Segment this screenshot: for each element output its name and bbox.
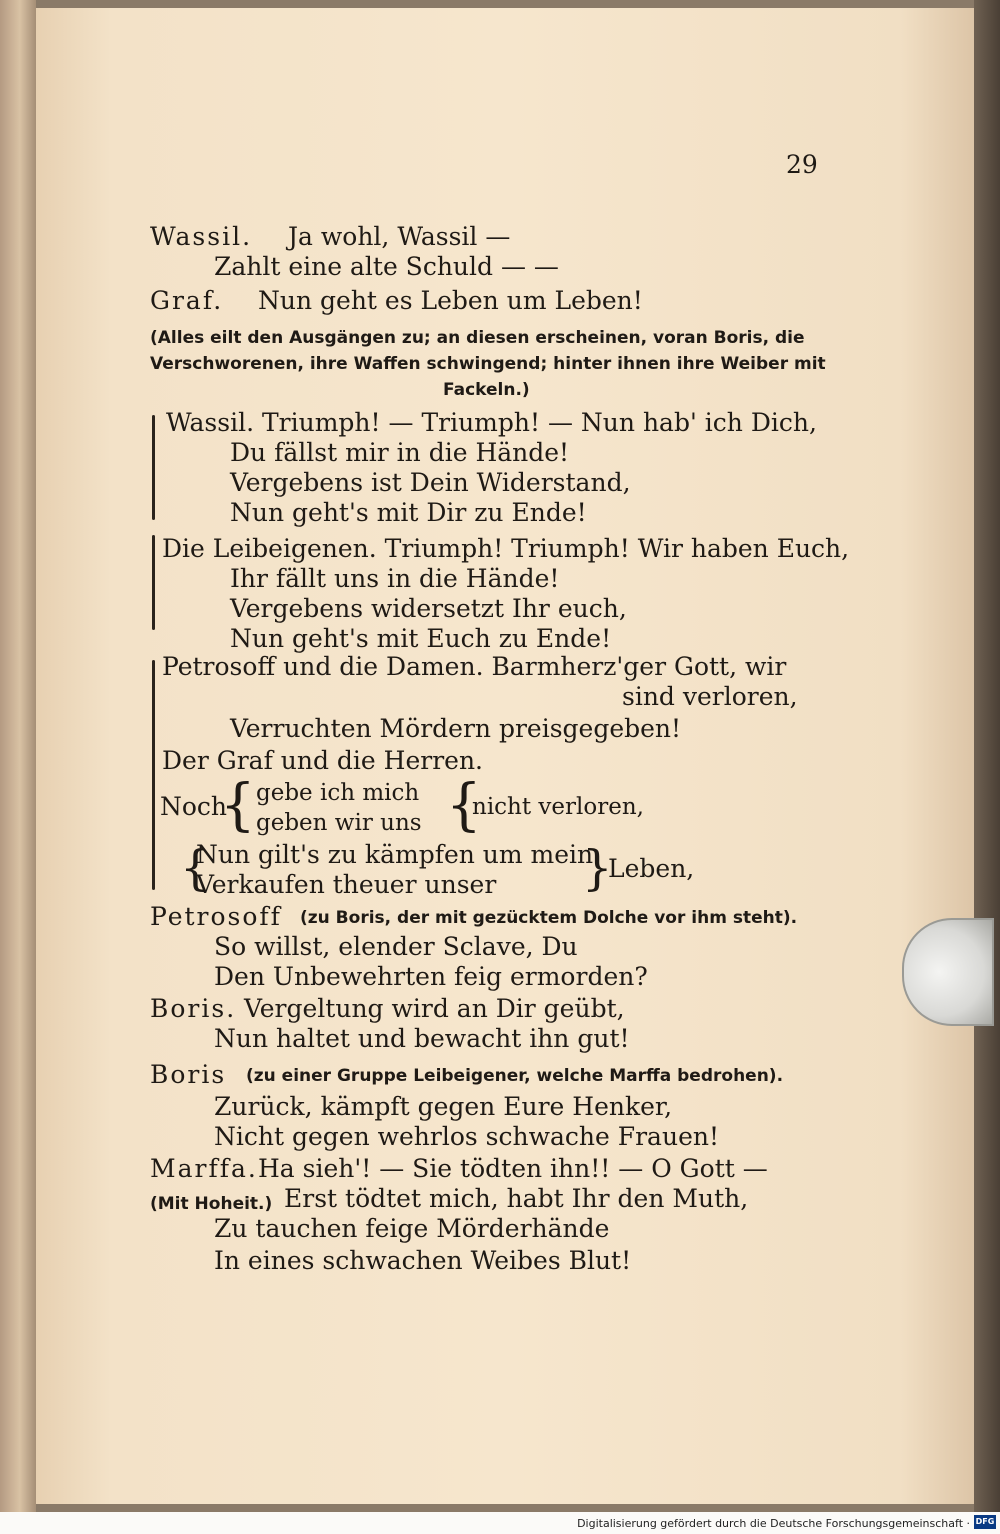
text-line: Wassil. Triumph! — Triumph! — Nun hab' ich Dich, xyxy=(166,408,817,437)
brace-glyph: { xyxy=(446,773,482,838)
text-line: Ha sieh'! — Sie tödten ihn!! — O Gott — xyxy=(258,1154,768,1183)
text-line: Verruchten Mördern preisgegeben! xyxy=(230,714,682,743)
text-line: Ja wohl, Wassil — xyxy=(288,222,511,251)
stage-direction: (zu Boris, der mit gezücktem Dolche vor ihm steht). xyxy=(300,908,798,928)
speaker-boris: Boris xyxy=(150,1060,227,1089)
speaker-wassil: Wassil. xyxy=(150,222,253,251)
speaker-boris: Boris. xyxy=(150,994,237,1023)
text-line: Die Leibeigenen. Triumph! Triumph! Wir haben Euch, xyxy=(162,534,850,563)
footer-credit: Digitalisierung gefördert durch die Deutsche Forschungsgemeinschaft · xyxy=(577,1517,970,1530)
text-line: Ihr fällt uns in die Hände! xyxy=(230,564,560,593)
text-line: Zahlt eine alte Schuld — — xyxy=(214,252,559,281)
text-line: Petrosoff und die Damen. Barmherz'ger Gott, wir xyxy=(162,652,787,681)
stage-direction: Fackeln.) xyxy=(443,380,530,400)
stage-direction: (Mit Hoheit.) xyxy=(150,1194,273,1214)
brace-glyph: } xyxy=(582,840,613,896)
text-line: Der Graf und die Herren. xyxy=(162,746,483,775)
text-line: nicht verloren, xyxy=(472,794,644,820)
text-line: So willst, elender Sclave, Du xyxy=(214,932,578,961)
brace-glyph: { xyxy=(220,773,256,838)
dfg-logo-icon: DFG xyxy=(974,1515,996,1529)
text-line: Nun geht's mit Dir zu Ende! xyxy=(230,498,587,527)
text-line: Nun geht es Leben um Leben! xyxy=(258,286,643,315)
stage-direction: (zu einer Gruppe Leibeigener, welche Marffa bedrohen). xyxy=(246,1066,784,1086)
text-line: Du fällst mir in die Hände! xyxy=(230,438,570,467)
text-line: Vergeltung wird an Dir geübt, xyxy=(244,994,625,1023)
stage-direction: Verschworenen, ihre Waffen schwingend; hinter ihnen ihre Weiber mit xyxy=(150,354,826,374)
speaker-petrosoff: Petrosoff xyxy=(150,902,282,931)
speaker-marffa: Marffa. xyxy=(150,1154,258,1183)
stage-direction: (Alles eilt den Ausgängen zu; an diesen erscheinen, voran Boris, die xyxy=(150,328,805,348)
footer xyxy=(0,1512,1000,1534)
text-line: Verkaufen theuer unser xyxy=(196,870,497,899)
text-line: Nicht gegen wehrlos schwache Frauen! xyxy=(214,1122,720,1151)
text-line: sind verloren, xyxy=(622,682,798,711)
text-line: Zu tauchen feige Mörderhände xyxy=(214,1214,610,1243)
text-line: Zurück, kämpft gegen Eure Henker, xyxy=(214,1092,673,1121)
text-line: geben wir uns xyxy=(256,810,422,836)
bookmark-tab xyxy=(902,918,994,1026)
text-line: In eines schwachen Weibes Blut! xyxy=(214,1246,632,1275)
text-line: Nun gilt's zu kämpfen um mein xyxy=(196,840,594,869)
text-line: Den Unbewehrten feig ermorden? xyxy=(214,962,648,991)
text-line: gebe ich mich xyxy=(256,780,420,806)
speaker-graf: Graf. xyxy=(150,286,224,315)
text-line: Nun haltet und bewacht ihn gut! xyxy=(214,1024,630,1053)
text-line: Leben, xyxy=(608,854,695,883)
text-line: Noch xyxy=(160,792,228,821)
text-line: Vergebens ist Dein Widerstand, xyxy=(230,468,631,497)
text-line: Vergebens widersetzt Ihr euch, xyxy=(230,594,627,623)
brace-wassil xyxy=(152,415,155,520)
text-line: Nun geht's mit Euch zu Ende! xyxy=(230,624,612,653)
brace-leibeigenen xyxy=(152,535,155,630)
brace-glyph: { xyxy=(180,840,211,896)
text-line: Erst tödtet mich, habt Ihr den Muth, xyxy=(284,1184,749,1213)
right-book-edge xyxy=(974,0,1000,1512)
brace-ensemble xyxy=(152,660,155,890)
page-number: 29 xyxy=(786,150,818,179)
left-page-edge xyxy=(0,0,36,1512)
